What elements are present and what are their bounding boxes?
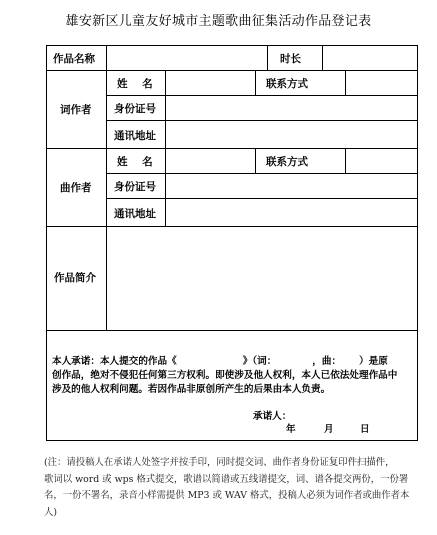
row-rule-composer-name <box>106 173 418 174</box>
lyricist-contact-label: 联系方式 <box>266 78 308 90</box>
col-rule-contact-right-2 <box>345 148 346 174</box>
pledge-line1-c: ，曲： <box>312 356 342 367</box>
row-rule-intro-end <box>46 330 418 331</box>
row-rule-composer-id <box>106 198 418 199</box>
lyricist-name-label: 姓 名 <box>117 78 153 90</box>
pledge-line1-b: 》（词： <box>242 356 277 367</box>
col-rule-contact-right-1 <box>345 70 346 96</box>
composer-id-label: 身份证号 <box>114 181 156 193</box>
composer-contact-label: 联系方式 <box>266 156 308 168</box>
row-rule-work-name <box>46 70 418 71</box>
submission-note <box>44 455 412 521</box>
col-rule-duration-left <box>267 45 268 71</box>
lyricist-id-label: 身份证号 <box>114 103 156 115</box>
duration-label: 时长 <box>280 53 301 65</box>
note-line1: (注：请投稿人在承诺人处签字并按手印，同时提交词、曲作者身份证复印件扫描件， <box>44 457 395 468</box>
note-line2: 歌词以 word 或 wps 格式提交，歌谱以简谱或五线谱提交，词、谱各提交两份，一份署 <box>44 473 409 485</box>
work-name-label: 作品名称 <box>53 53 95 65</box>
lyricist-address-label: 通讯地址 <box>114 130 156 142</box>
pledge-line3: 涉及的他人权利问题。若因作品非原创所产生的后果由本人负责。 <box>52 384 331 395</box>
row-rule-lyricist-end <box>46 148 418 149</box>
col-rule-label <box>106 45 107 331</box>
signer-label: 承诺人： <box>253 411 292 422</box>
row-rule-composer-end <box>46 226 418 227</box>
col-rule-sublabel <box>165 70 166 227</box>
lyricist-label: 词作者 <box>60 104 92 116</box>
note-line4: 人) <box>44 506 58 518</box>
intro-label: 作品简介 <box>54 272 96 284</box>
row-rule-lyricist-name <box>106 95 418 96</box>
date-day: 日 <box>360 424 370 435</box>
composer-label: 曲作者 <box>60 182 92 194</box>
col-rule-duration-right <box>322 45 323 71</box>
table-top-border <box>46 45 418 46</box>
composer-address-label: 通讯地址 <box>114 208 156 220</box>
row-rule-lyricist-id <box>106 120 418 121</box>
date-month: 月 <box>324 424 334 435</box>
pledge-line2: 创作品，绝对不侵犯任何第三方权利。即使涉及他人权利，本人已依法处理作品中 <box>52 370 398 381</box>
table-bottom-border <box>46 440 418 441</box>
pledge-text <box>52 355 412 397</box>
table-left-border <box>46 45 47 441</box>
date-year: 年 <box>286 424 296 435</box>
col-rule-contact-left-2 <box>255 148 256 174</box>
col-rule-contact-left-1 <box>255 70 256 96</box>
composer-name-label: 姓 名 <box>117 156 153 168</box>
pledge-line1-a: 本人承诺：本人提交的作品《 <box>52 356 177 367</box>
pledge-line1-d: ）是原 <box>359 356 388 367</box>
table-right-border <box>417 45 418 441</box>
note-line3: 名，一份不署名，录音小样需提供 MP3 或 WAV 格式，投稿人必须为词作者或曲作者本 <box>44 490 410 501</box>
form-title: 雄安新区儿童友好城市主题歌曲征集活动作品登记表 <box>65 14 372 29</box>
